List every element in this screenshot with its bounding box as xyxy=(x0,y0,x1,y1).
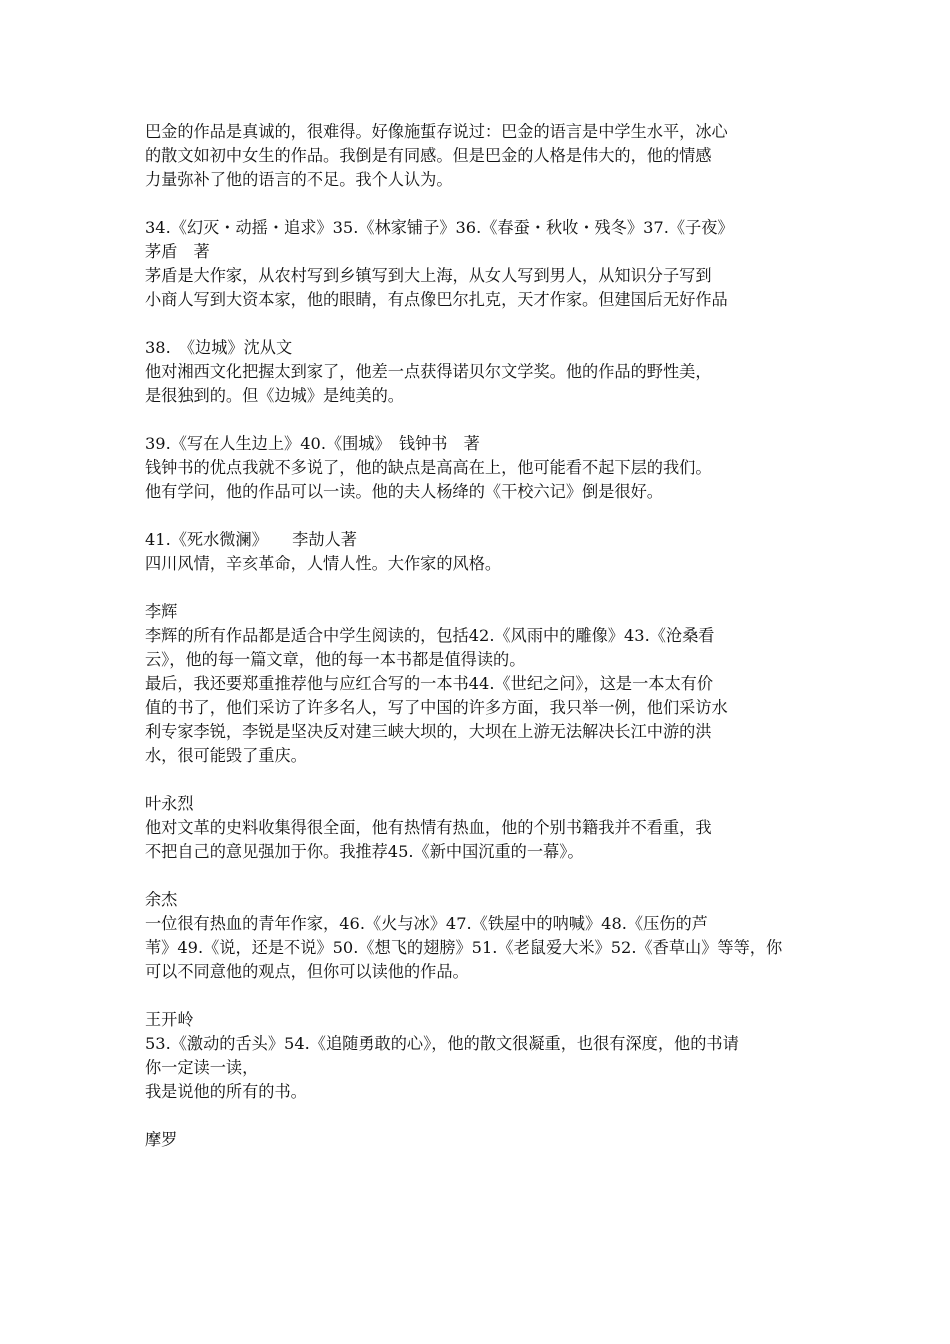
paragraph-yeyonglie xyxy=(145,792,825,864)
text-line: 不把自己的意见强加于你。我推荐45.《新中国沉重的一幕》。 xyxy=(145,842,584,861)
text-line: 他有学问，他的作品可以一读。他的夫人杨绛的《干校六记》倒是很好。 xyxy=(145,482,663,501)
text-line: 一位很有热血的青年作家，46.《火与冰》47.《铁屋中的呐喊》48.《压伤的芦 xyxy=(145,914,708,933)
text-line: 苇》49.《说，还是不说》50.《想飞的翅膀》51.《老鼠爱大米》52.《香草山》等等，你 xyxy=(145,938,783,957)
paragraph-bajin xyxy=(145,120,825,192)
paragraph-lijieren xyxy=(145,528,825,576)
text-line: 41.《死水微澜》 李劼人著 xyxy=(145,530,357,549)
text-line: 的散文如初中女生的作品。我倒是有同感。但是巴金的人格是伟大的，他的情感 xyxy=(145,146,712,165)
text-line: 53.《激动的舌头》54.《追随勇敢的心》，他的散文很凝重，也很有深度，他的书请 xyxy=(145,1034,739,1053)
text-line: 我是说他的所有的书。 xyxy=(145,1082,307,1101)
paragraph-wangkailing xyxy=(145,1008,825,1104)
author-heading: 李辉 xyxy=(145,602,178,621)
paragraph-yujie xyxy=(145,888,825,984)
text-line: 值的书了，他们采访了许多名人，写了中国的许多方面，我只举一例，他们采访水 xyxy=(145,698,728,717)
text-line: 最后，我还要郑重推荐他与应红合写的一本书44.《世纪之问》，这是一本太有价 xyxy=(145,674,714,693)
text-line: 可以不同意他的观点，但你可以读他的作品。 xyxy=(145,962,469,981)
text-line: 利专家李锐，李锐是坚决反对建三峡大坝的，大坝在上游无法解决长江中游的洪 xyxy=(145,722,712,741)
author-heading: 余杰 xyxy=(145,890,178,909)
text-line: 力量弥补了他的语言的不足。我个人认为。 xyxy=(145,170,453,189)
text-line: 水，很可能毁了重庆。 xyxy=(145,746,307,765)
text-line: 钱钟书的优点我就不多说了，他的缺点是高高在上，他可能看不起下层的我们。 xyxy=(145,458,712,477)
text-line: 李辉的所有作品都是适合中学生阅读的，包括42.《风雨中的雕像》43.《沧桑看 xyxy=(145,626,715,645)
paragraph-shencongwen xyxy=(145,336,825,408)
author-line: 茅盾 著 xyxy=(145,242,210,261)
text-line: 茅盾是大作家，从农村写到乡镇写到大上海，从女人写到男人，从知识分子写到 xyxy=(145,266,712,285)
text-line: 小商人写到大资本家，他的眼睛，有点像巴尔扎克，天才作家。但建国后无好作品 xyxy=(145,290,728,309)
author-heading: 摩罗 xyxy=(145,1130,178,1149)
text-line: 你一定读一读， xyxy=(145,1058,259,1077)
text-line: 他对湘西文化把握太到家了，他差一点获得诺贝尔文学奖。他的作品的野性美， xyxy=(145,362,712,381)
paragraph-lihui xyxy=(145,600,825,768)
text-line: 巴金的作品是真诚的，很难得。好像施蜇存说过：巴金的语言是中学生水平，冰心 xyxy=(145,122,728,141)
author-heading: 叶永烈 xyxy=(145,794,194,813)
text-line: 34.《幻灭・动摇・追求》35.《林家铺子》36.《春蚕・秋收・残冬》37.《子夜》 xyxy=(145,218,734,237)
paragraph-maodun xyxy=(145,216,825,312)
text-line: 38. 《边城》沈从文 xyxy=(145,338,293,357)
paragraph-qianzhongshu xyxy=(145,432,825,504)
author-heading: 王开岭 xyxy=(145,1010,194,1029)
text-line: 是很独到的。但《边城》是纯美的。 xyxy=(145,386,404,405)
document-page xyxy=(145,120,825,1176)
text-line: 四川风情，辛亥革命，人情人性。大作家的风格。 xyxy=(145,554,502,573)
text-line: 云》，他的每一篇文章，他的每一本书都是值得读的。 xyxy=(145,650,526,669)
paragraph-moluo xyxy=(145,1128,825,1152)
text-line: 他对文革的史料收集得很全面，他有热情有热血，他的个别书籍我并不看重，我 xyxy=(145,818,712,837)
text-line: 39.《写在人生边上》40.《围城》 钱钟书 著 xyxy=(145,434,480,453)
